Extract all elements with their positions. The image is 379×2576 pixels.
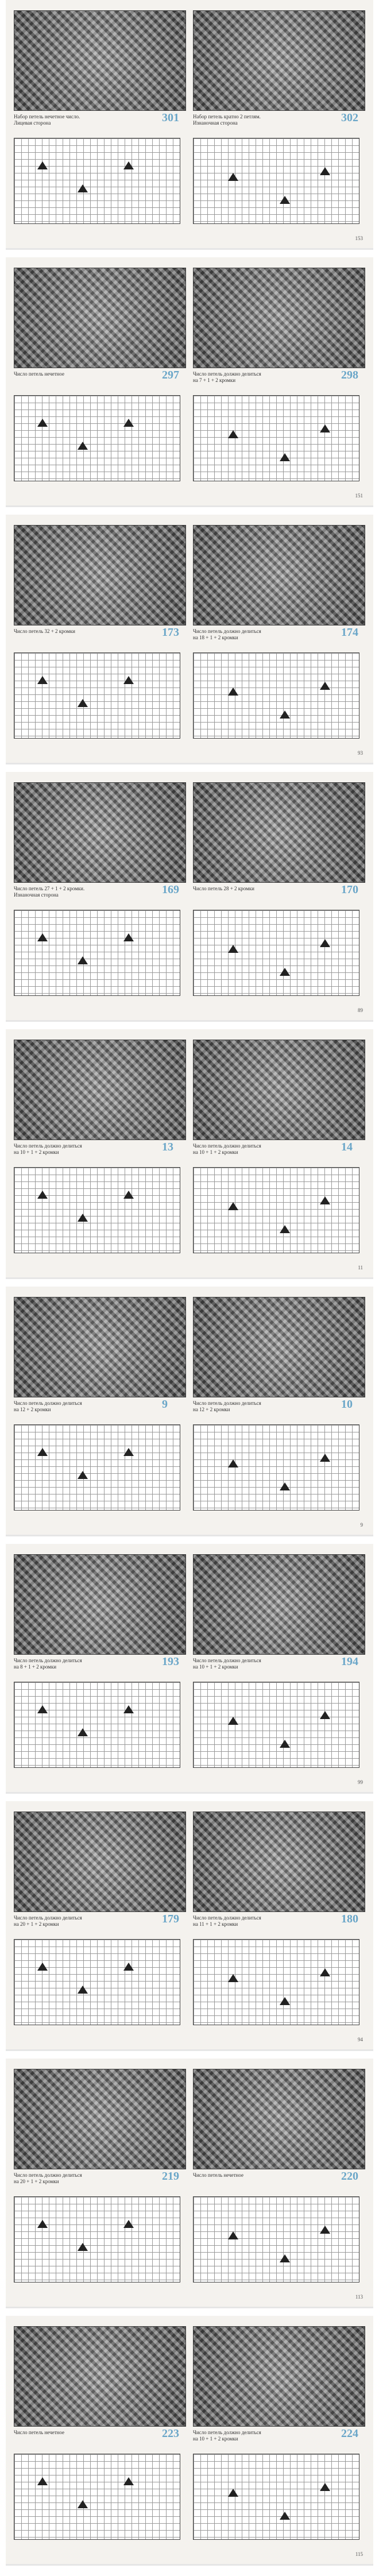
pattern-caption: Число петель должно делиться на 10 + 1 + 2 кромки (193, 1658, 261, 1670)
knitting-chart (14, 1682, 180, 1768)
pattern-caption: Набор петель нечетное число. Лицевая сторона (14, 114, 80, 126)
chart-symbol (37, 2220, 48, 2228)
knit-swatch-photo (193, 268, 365, 368)
pattern-caption: Число петель должно делиться на 10 + 1 + 2 кромки (193, 1143, 261, 1155)
chart-symbol (37, 2477, 48, 2485)
knit-swatch-photo (193, 1040, 365, 1140)
page-number: 9 (360, 1522, 363, 1528)
knitting-chart (193, 1682, 359, 1768)
chart-symbol (37, 161, 48, 169)
chart-symbol (320, 939, 330, 947)
knit-swatch-photo (14, 1040, 186, 1140)
chart-symbol (280, 196, 290, 204)
knitting-chart (14, 138, 180, 224)
pattern-number: 9 (162, 1398, 168, 1411)
pattern-caption: Число петель должно делиться на 18 + 1 + 2 кромки (193, 628, 261, 640)
chart-symbol (123, 1448, 134, 1456)
knit-swatch-photo (193, 1812, 365, 1912)
chart-symbol (280, 2254, 290, 2262)
knit-swatch-photo (14, 2069, 186, 2169)
knitting-chart (14, 1939, 180, 2025)
pattern-number: 13 (162, 1141, 173, 1153)
page-number: 11 (358, 1265, 363, 1270)
page-number: 89 (358, 1007, 363, 1013)
knitting-chart (193, 1424, 359, 1511)
page-number: 113 (355, 2294, 363, 2300)
knitting-chart (14, 2196, 180, 2283)
chart-symbol (78, 442, 88, 450)
chart-symbol (320, 1196, 330, 1204)
chart-symbol (280, 453, 290, 461)
pattern-page (6, 1029, 373, 1279)
pattern-caption: Число петель должно делиться на 8 + 1 + 2 кромки (14, 1658, 82, 1670)
chart-symbol (78, 1986, 88, 1994)
pattern-page (6, 515, 373, 764)
pattern-page (6, 1801, 373, 2051)
chart-symbol (280, 1225, 290, 1233)
chart-symbol (37, 1705, 48, 1713)
pattern-caption: Число петель должно делиться на 20 + 1 + 2 кромки (14, 2172, 82, 2184)
chart-symbol (78, 184, 88, 192)
chart-symbol (228, 2231, 238, 2239)
pattern-number: 223 (162, 2427, 179, 2440)
pattern-page (6, 772, 373, 1022)
knitting-chart (193, 652, 359, 739)
knit-swatch-photo (193, 1297, 365, 1397)
knitting-chart (14, 395, 180, 481)
chart-symbol (37, 1191, 48, 1199)
chart-symbol (123, 161, 134, 169)
knit-swatch-photo (193, 10, 365, 111)
knit-swatch-photo (14, 782, 186, 883)
chart-symbol (78, 1471, 88, 1479)
pattern-caption: Число петель должно делиться на 11 + 1 + 2 кромки (193, 1915, 261, 1927)
pattern-number: 173 (162, 626, 179, 639)
chart-symbol (78, 1728, 88, 1736)
pattern-number: 220 (341, 2170, 358, 2183)
pattern-page (6, 2059, 373, 2308)
pattern-page (6, 257, 373, 507)
chart-symbol (228, 1974, 238, 1982)
page-number: 94 (358, 2037, 363, 2042)
pattern-number: 180 (341, 1913, 358, 1925)
chart-symbol (280, 1997, 290, 2005)
chart-symbol (78, 2500, 88, 2508)
chart-symbol (320, 424, 330, 432)
pattern-caption: Число петель должно делиться на 7 + 1 + 2 кромки (193, 371, 261, 383)
knit-swatch-photo (193, 2326, 365, 2427)
chart-symbol (228, 945, 238, 953)
knitting-chart (193, 138, 359, 224)
pattern-caption: Число петель нечетное (14, 2430, 64, 2435)
knit-swatch-photo (14, 525, 186, 625)
pattern-caption: Число петель должно делиться на 12 + 2 кромки (193, 1400, 261, 1412)
pattern-page (6, 1287, 373, 1536)
knit-swatch-photo (14, 1812, 186, 1912)
pattern-number: 193 (162, 1655, 179, 1668)
page-number: 93 (358, 750, 363, 756)
pattern-page (6, 1544, 373, 1794)
pattern-caption: Число петель 28 + 2 кромки (193, 886, 254, 891)
chart-symbol (123, 1191, 134, 1199)
chart-symbol (228, 2489, 238, 2497)
knit-swatch-photo (193, 1554, 365, 1655)
pattern-caption: Число петель должно делиться на 10 + 1 + 2 кромки (14, 1143, 82, 1155)
knitting-chart (193, 910, 359, 996)
pattern-number: 170 (341, 883, 358, 896)
knitting-chart (193, 2454, 359, 2540)
chart-symbol (320, 1711, 330, 1719)
pattern-number: 10 (341, 1398, 353, 1411)
knitting-chart (193, 2196, 359, 2283)
knitting-chart (193, 1939, 359, 2025)
pattern-number: 301 (162, 111, 179, 124)
pattern-number: 194 (341, 1655, 358, 1668)
pattern-caption: Число петель должно делиться на 12 + 2 кромки (14, 1400, 82, 1412)
chart-symbol (123, 2220, 134, 2228)
knitting-chart (14, 1424, 180, 1511)
knitting-chart (14, 652, 180, 739)
pattern-caption: Число петель должно делиться на 20 + 1 + 2 кромки (14, 1915, 82, 1927)
chart-symbol (320, 1454, 330, 1462)
chart-symbol (280, 1740, 290, 1748)
chart-symbol (320, 682, 330, 690)
knitting-chart (14, 2454, 180, 2540)
page-number: 115 (355, 2551, 363, 2557)
chart-symbol (320, 1968, 330, 1976)
pattern-caption: Число петель должно делиться на 10 + 1 + 2 кромки (193, 2430, 261, 2442)
knit-swatch-photo (14, 10, 186, 111)
chart-symbol (280, 968, 290, 976)
pattern-number: 174 (341, 626, 358, 639)
pattern-caption: Набор петель кратно 2 петлям. Изнаночная сторона (193, 114, 261, 126)
knit-swatch-photo (193, 2069, 365, 2169)
chart-symbol (280, 1482, 290, 1490)
pattern-number: 224 (341, 2427, 358, 2440)
chart-symbol (228, 430, 238, 438)
page-number: 153 (355, 235, 363, 241)
chart-symbol (37, 1963, 48, 1971)
pattern-number: 169 (162, 883, 179, 896)
chart-symbol (320, 2226, 330, 2234)
chart-symbol (78, 956, 88, 964)
chart-symbol (37, 419, 48, 427)
chart-symbol (123, 1963, 134, 1971)
knitting-chart (14, 1167, 180, 1253)
chart-symbol (228, 688, 238, 696)
chart-symbol (123, 2477, 134, 2485)
chart-symbol (37, 676, 48, 684)
chart-symbol (123, 676, 134, 684)
knit-swatch-photo (14, 2326, 186, 2427)
knitting-chart (193, 1167, 359, 1253)
pattern-page (6, 2316, 373, 2566)
chart-symbol (123, 1705, 134, 1713)
page-number: 99 (358, 1779, 363, 1785)
page-number: 151 (355, 493, 363, 499)
pattern-number: 297 (162, 369, 179, 381)
chart-symbol (228, 173, 238, 181)
chart-symbol (37, 933, 48, 941)
chart-symbol (228, 1717, 238, 1725)
chart-symbol (123, 419, 134, 427)
pattern-page (6, 0, 373, 250)
knit-swatch-photo (193, 525, 365, 625)
knit-swatch-photo (14, 1554, 186, 1655)
chart-symbol (228, 1202, 238, 1210)
knit-swatch-photo (14, 1297, 186, 1397)
chart-symbol (78, 699, 88, 707)
chart-symbol (78, 2243, 88, 2251)
pattern-number: 298 (341, 369, 358, 381)
pattern-caption: Число петель нечетное (193, 2172, 243, 2178)
pattern-number: 14 (341, 1141, 353, 1153)
pattern-caption: Число петель 32 + 2 кромки (14, 628, 75, 634)
pattern-caption: Число петель нечетное (14, 371, 64, 377)
chart-symbol (228, 1459, 238, 1467)
pattern-number: 219 (162, 2170, 179, 2183)
pattern-number: 179 (162, 1913, 179, 1925)
knit-swatch-photo (14, 268, 186, 368)
pattern-number: 302 (341, 111, 358, 124)
chart-symbol (37, 1448, 48, 1456)
chart-symbol (78, 1214, 88, 1222)
chart-symbol (320, 167, 330, 175)
chart-symbol (280, 2512, 290, 2520)
chart-symbol (280, 710, 290, 719)
chart-symbol (123, 933, 134, 941)
knitting-chart (14, 910, 180, 996)
knitting-chart (193, 395, 359, 481)
chart-symbol (320, 2483, 330, 2491)
knit-swatch-photo (193, 782, 365, 883)
pattern-caption: Число петель 27 + 1 + 2 кромки. Изнаночная сторона (14, 886, 85, 898)
